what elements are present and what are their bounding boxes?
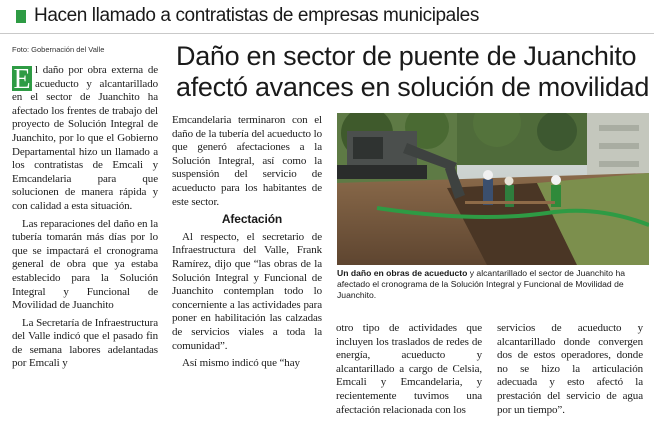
construction-photo bbox=[337, 113, 649, 265]
photo-credit: Foto: Gobernación del Valle bbox=[12, 45, 105, 54]
section-marker bbox=[16, 10, 26, 23]
article-column-1 bbox=[12, 64, 158, 375]
caption-lead: Un daño en obras de acueducto bbox=[337, 268, 468, 278]
caption-text: y alcantarillado el sector de Juanchito ha afectado el cronograma de la Solución Integral y Funcional de Movilidad de Juanchito. bbox=[337, 268, 626, 300]
article-column-2 bbox=[172, 114, 322, 375]
photo-caption bbox=[337, 268, 649, 301]
section-heading: Hacen llamado a contratistas de empresas municipales bbox=[34, 5, 479, 26]
subheading: Afectación bbox=[221, 212, 283, 227]
header-divider bbox=[0, 33, 654, 34]
paragraph bbox=[12, 64, 158, 214]
paragraph-text: l daño por obra externa de acueducto y alcantarillado en el sector de Juanchito ha afectado los frentes de trabajo del proyecto de Solución Integral de Juanchito, por lo que el Gobierno Departamental hizo un llamado a los contratistas de Emcali y Emcandelaria para que solucionen de manera rápida y con calidad a esta situación. bbox=[12, 64, 158, 212]
drop-cap: E bbox=[13, 64, 31, 95]
paragraph: Así mismo indicó que “hay bbox=[182, 357, 300, 370]
paragraph: Las reparaciones del daño en la tubería tomarán más días por lo que se impactará el cronograma general de obra que ya estaba establecido para la Solución Integral y Funcional de Movilidad de Juanchito bbox=[12, 217, 158, 312]
construction-photo-illustration bbox=[337, 113, 649, 265]
paragraph: Emcandelaria terminaron con el daño de la tubería del acueducto lo que generó afectaciones a la Solución Integral, así como la suspensión del servicio de acueducto para los habitantes de este sector. bbox=[172, 114, 322, 208]
paragraph: otro tipo de actividades que incluyen los traslados de redes de energía, acueducto y alcantarillado a cargo de Celsia, Emcali y Emcandelaria, y recientemente tuvimos una afectación relacionada con los bbox=[336, 322, 482, 416]
paragraph: servicios de acueducto y alcantarillado donde convergen dos de estos operadores, donde no se hizo la articulación adecuada y esto afectó la prestación del servicio de agua por un tiempo”. bbox=[497, 322, 643, 416]
paragraph: Al respecto, el secretario de Infraestructura del Valle, Frank Ramírez, dijo que “las obras de la Solución Integral y Funcional de Juanchito contemplan todo lo concerniente a las actividades para poner en habilitación las calzadas de servicios viales a toda la comunidad”. bbox=[172, 230, 322, 352]
article-column-4 bbox=[497, 322, 643, 421]
article-column-3 bbox=[336, 322, 482, 421]
article-title: Daño en sector de puente de Juanchito afectó avances en solución de movilidad bbox=[176, 41, 650, 102]
paragraph: La Secretaría de Infraestructura del Valle indicó que el pasado fin de semana labores adelantadas por Emcali y bbox=[12, 316, 158, 370]
section-header bbox=[0, 4, 654, 30]
